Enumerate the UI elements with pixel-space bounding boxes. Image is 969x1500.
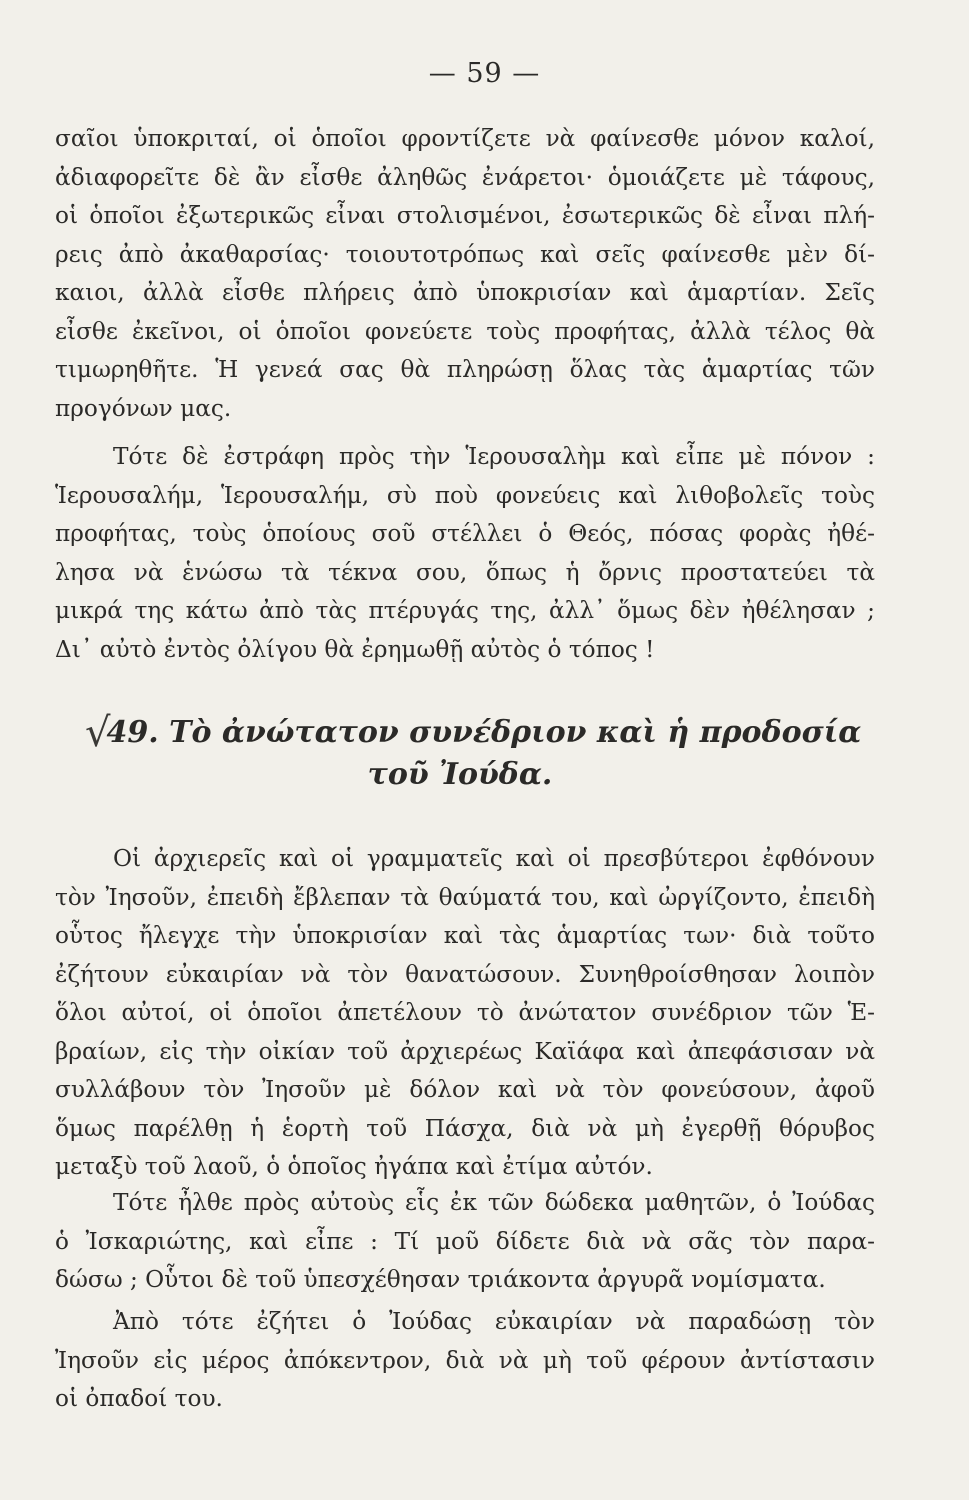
text-line: λησα νὰ ἑνώσω τὰ τέκνα σου, ὅπως ἡ ὄρνις προστατεύει τὰ	[55, 558, 875, 586]
text-line: Ἰησοῦν εἰς μέρος ἀπόκεντρον, διὰ νὰ μὴ τοῦ φέρουν ἀντίστασιν	[55, 1346, 875, 1374]
text-line: δώσω ; Οὗτοι δὲ τοῦ ὑπεσχέθησαν τριάκοντα ἀργυρᾶ νομίσματα.	[55, 1266, 826, 1293]
text-line: συλλάβουν τὸν Ἰησοῦν μὲ δόλον καὶ νὰ τὸν φονεύσουν, ἀφοῦ	[55, 1076, 875, 1103]
text-line: οἱ ὀπαδοί του.	[55, 1385, 223, 1412]
text-line: εἶσθε ἐκεῖνοι, οἱ ὁποῖοι φονεύετε τοὺς προφήτας, ἀλλὰ τέλος θὰ	[55, 317, 875, 345]
heading-line-2: τοῦ Ἰούδα.	[367, 757, 553, 792]
section-heading	[85, 712, 885, 796]
text-line: Οἱ ἀρχιερεῖς καὶ οἱ γραμματεῖς καὶ οἱ πρεσβύτεροι ἐφθόνουν	[113, 845, 875, 872]
text-line: τὸν Ἰησοῦν, ἐπειδὴ ἔβλεπαν τὰ θαύματά του, καὶ ὠργίζοντο, ἐπειδὴ	[55, 883, 875, 911]
text-line: ἀδιαφορεῖτε δὲ ἂν εἶσθε ἀληθῶς ἐνάρετοι· ὁμοιάζετε μὲ τάφους,	[55, 163, 875, 191]
text-line: καιοι, ἀλλὰ εἶσθε πλήρεις ἀπὸ ὑποκρισίαν καὶ ἁμαρτίαν. Σεῖς	[55, 279, 875, 306]
text-line: ἐζήτουν εὐκαιρίαν νὰ τὸν θανατώσουν. Συνηθροίσθησαν λοιπὸν	[55, 960, 875, 988]
text-line: Δι᾿ αὐτὸ ἐντὸς ὀλίγου θὰ ἐρημωθῇ αὐτὸς ὁ τόπος !	[55, 635, 655, 663]
text-line: Ἱερουσαλήμ, Ἱερουσαλήμ, σὺ ποὺ φονεύεις καὶ λιθοβολεῖς τοὺς	[55, 481, 875, 509]
text-line: ὁ Ἰσκαριώτης, καὶ εἶπε : Τί μοῦ δίδετε διὰ νὰ σᾶς τὸν παρα-	[55, 1227, 875, 1255]
text-line: Τότε δὲ ἐστράφη πρὸς τὴν Ἱερουσαλὴμ καὶ εἶπε μὲ πόνον :	[113, 443, 875, 470]
text-line: ὅλοι αὐτοί, οἱ ὁποῖοι ἀπετέλουν τὸ ἀνώτατον συνέδριον τῶν Ἑ-	[55, 999, 875, 1026]
text-line: ρεις ἀπὸ ἀκαθαρσίας· τοιουτοτρόπως καὶ σεῖς φαίνεσθε μὲν δί-	[55, 240, 875, 268]
paragraph-4	[55, 1184, 875, 1300]
text-line: οὗτος ἤλεγχε τὴν ὑποκρισίαν καὶ τὰς ἁμαρτίας των· διὰ τοῦτο	[55, 922, 875, 949]
text-line: σαῖοι ὑποκριταί, οἱ ὁποῖοι φροντίζετε νὰ φαίνεσθε μόνον καλοί,	[55, 125, 875, 152]
heading-title: Τὸ ἀνώτατον συνέδριον καὶ ἡ προδοσία	[169, 715, 862, 750]
text-line: προγόνων μας.	[55, 394, 232, 422]
text-line: βραίων, εἰς τὴν οἰκίαν τοῦ ἀρχιερέως Καϊάφα καὶ ἀπεφάσισαν νὰ	[55, 1037, 875, 1065]
paragraph-2	[55, 438, 875, 669]
text-line: προφήτας, τοὺς ὁποίους σοῦ στέλλει ὁ Θεός, πόσας φορὰς ἠθέ-	[55, 520, 875, 547]
paragraph-1	[55, 120, 875, 428]
paragraph-5	[55, 1303, 875, 1419]
text-line: μεταξὺ τοῦ λαοῦ, ὁ ὁποῖος ἠγάπα καὶ ἐτίμα αὐτόν.	[55, 1153, 653, 1180]
text-line: μικρά της κάτω ἀπὸ τὰς πτέρυγάς της, ἀλλ᾿ ὅμως δὲν ἠθέλησαν ;	[55, 597, 875, 624]
section-number: 49.	[106, 715, 159, 750]
heading-line-1	[85, 712, 885, 754]
page-number: — 59 —	[428, 58, 541, 89]
text-line: ὅμως παρέλθῃ ἡ ἑορτὴ τοῦ Πάσχα, διὰ νὰ μὴ ἐγερθῇ θόρυβος	[55, 1114, 875, 1142]
handwritten-check-icon: √	[85, 710, 111, 756]
text-line: τιμωρηθῆτε. Ἡ γενεά σας θὰ πληρώσῃ ὅλας τὰς ἁμαρτίας τῶν	[55, 356, 875, 383]
text-line: οἱ ὁποῖοι ἐξωτερικῶς εἶναι στολισμένοι, ἐσωτερικῶς δὲ εἶναι πλή-	[55, 202, 875, 229]
paragraph-3	[55, 840, 875, 1187]
text-line: Ἀπὸ τότε ἐζήτει ὁ Ἰούδας εὐκαιρίαν νὰ παραδώσῃ τὸν	[113, 1308, 875, 1335]
text-line: Τότε ἦλθε πρὸς αὐτοὺς εἷς ἐκ τῶν δώδεκα μαθητῶν, ὁ Ἰούδας	[113, 1189, 875, 1216]
